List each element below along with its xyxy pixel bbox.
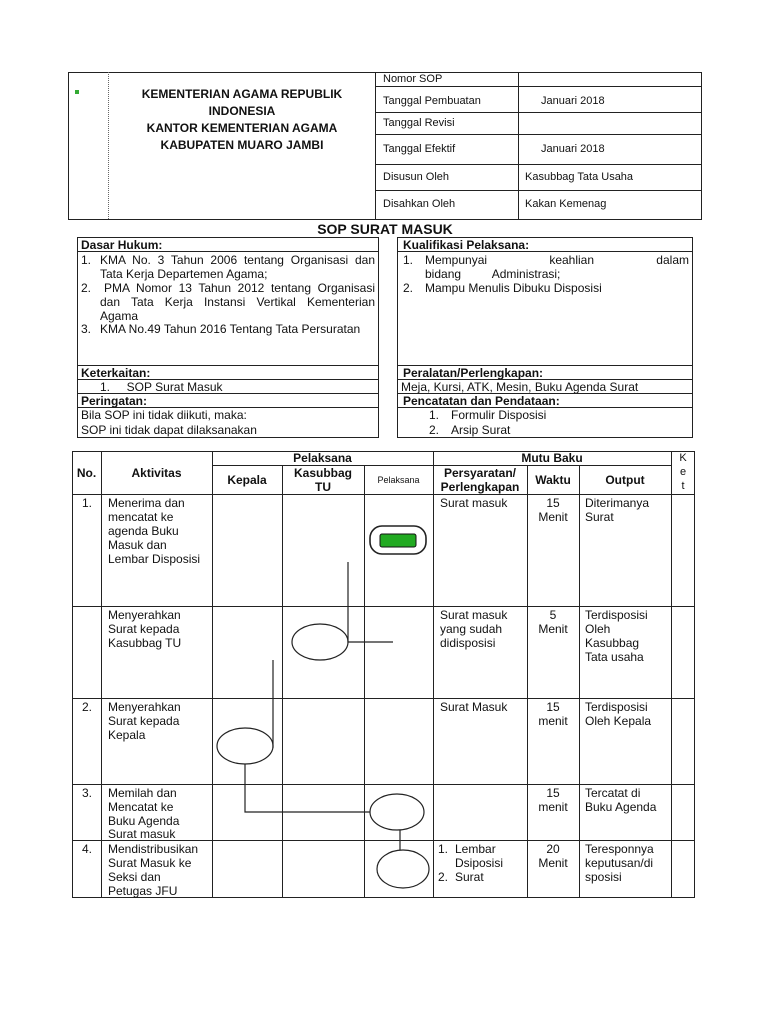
th-pelaksana-small: Pelaksana xyxy=(377,475,420,485)
row3-aktivitas-3: Buku Agenda xyxy=(108,814,180,828)
org-line-1: KEMENTERIAN AGAMA REPUBLIK xyxy=(141,87,343,101)
dasar-hukum-item-2: PMA Nomor 13 Tahun 2012 tentang Organisasi dan Tata Kerja Instansi Vertikal Kementerian Agama xyxy=(100,281,375,323)
row1-no: 1. xyxy=(82,496,93,510)
peringatan-line-2: SOP ini tidak dapat dilaksanakan xyxy=(81,423,257,437)
th-waktu: Waktu xyxy=(535,473,571,487)
th-kasubbag: Kasubbag xyxy=(293,466,352,480)
row4-persyaratan-num-3: 2. xyxy=(438,870,449,884)
row3-aktivitas-1: Memilah dan xyxy=(108,786,177,800)
row2-output-2: Oleh Kepala xyxy=(585,714,652,728)
dasar-hukum-num-1: 1. xyxy=(81,253,92,267)
row1-aktivitas-2: mencatat ke xyxy=(108,510,174,524)
peralatan-text: Meja, Kursi, ATK, Mesin, Buku Agenda Surat xyxy=(401,380,639,394)
row4-aktivitas-3: Seksi dan xyxy=(108,870,161,884)
dasar-hukum-item-1: KMA No. 3 Tahun 2006 tentang Organisasi dan Tata Kerja Departemen Agama; xyxy=(100,253,375,281)
row1-aktivitas-1: Menerima dan xyxy=(108,496,185,510)
info-label-disusun-oleh: Disusun Oleh xyxy=(383,171,450,183)
keterkaitan-heading: Keterkaitan: xyxy=(81,366,151,380)
flow-node-kasubbag-1 xyxy=(292,624,348,660)
kualifikasi-item-1: Mempunyai keahlian dalam bidang Administrasi; xyxy=(425,253,689,281)
th-pelaksana: Pelaksana xyxy=(293,451,352,465)
th-mutu-baku: Mutu Baku xyxy=(521,451,583,465)
flow-node-pelaksana-2 xyxy=(377,850,429,888)
pencatatan-item-1: Formulir Disposisi xyxy=(451,408,547,422)
row2-aktivitas-1: Menyerahkan xyxy=(108,700,181,714)
th-perlengkapan: Perlengkapan xyxy=(440,480,520,494)
row1-waktu-2: Menit xyxy=(538,510,568,524)
pencatatan-num-1: 1. xyxy=(429,408,440,422)
th-no: No. xyxy=(76,466,97,480)
row1b-aktivitas-1: Menyerahkan xyxy=(108,608,181,622)
th-aktivitas: Aktivitas xyxy=(131,466,182,480)
info-value-disahkan-oleh: Kakan Kemenag xyxy=(525,198,607,210)
row1-persyaratan-1: Surat masuk xyxy=(440,496,508,510)
row4-output-3: sposisi xyxy=(585,870,622,884)
kualifikasi-num-1: 1. xyxy=(403,253,414,267)
row1-aktivitas-5: Lembar Disposisi xyxy=(108,552,201,566)
row1b-persyaratan-3: didisposisi xyxy=(440,636,496,650)
org-line-2: INDONESIA xyxy=(208,104,276,118)
row1b-aktivitas-2: Surat kepada xyxy=(108,622,180,636)
kualifikasi-heading: Kualifikasi Pelaksana: xyxy=(403,238,530,252)
row1b-output-3: Kasubbag xyxy=(585,636,640,650)
pencatatan-heading: Pencatatan dan Pendataan: xyxy=(403,394,560,408)
flow-node-pelaksana-1 xyxy=(370,794,424,830)
org-line-3: KANTOR KEMENTERIAN AGAMA xyxy=(146,121,338,135)
peringatan-heading: Peringatan: xyxy=(81,394,148,408)
info-value-disusun-oleh: Kasubbag Tata Usaha xyxy=(525,171,634,183)
flow-line-3 xyxy=(245,764,370,812)
th-output: Output xyxy=(605,473,645,487)
row4-persyaratan-2: Dsiposisi xyxy=(455,856,504,870)
row1b-output-2: Oleh xyxy=(585,622,611,636)
peringatan-line-1: Bila SOP ini tidak diikuti, maka: xyxy=(81,408,247,422)
info-label-tanggal-pembuatan: Tanggal Pembuatan xyxy=(383,95,481,107)
flow-start-fill xyxy=(380,534,416,547)
row3-output-1: Tercatat di xyxy=(585,786,641,800)
flow-node-kepala xyxy=(217,728,273,764)
dasar-hukum-heading: Dasar Hukum: xyxy=(81,238,163,252)
row1b-waktu-1: 5 xyxy=(549,608,557,622)
row1b-persyaratan-1: Surat masuk xyxy=(440,608,508,622)
info-value-tanggal-efektif: Januari 2018 xyxy=(541,143,605,155)
row1b-waktu-2: Menit xyxy=(538,622,568,636)
info-label-nomor-sop: Nomor SOP xyxy=(383,74,443,84)
th-kepala: Kepala xyxy=(227,473,267,487)
keterkaitan-item: 1. SOP Surat Masuk xyxy=(100,380,223,394)
row4-output-1: Teresponnya xyxy=(585,842,654,856)
th-ket-t: t xyxy=(681,480,685,492)
info-label-tanggal-revisi: Tanggal Revisi xyxy=(383,117,455,129)
row3-aktivitas-2: Mencatat ke xyxy=(108,800,174,814)
row1b-output-1: Terdisposisi xyxy=(585,608,648,622)
page-title: SOP SURAT MASUK xyxy=(317,221,453,237)
row2-waktu-2: menit xyxy=(538,714,568,728)
kualifikasi-item-2: Mampu Menulis Dibuku Disposisi xyxy=(425,281,602,295)
row4-aktivitas-4: Petugas JFU xyxy=(108,884,178,898)
pencatatan-item-2: Arsip Surat xyxy=(451,423,511,437)
kualifikasi-num-2: 2. xyxy=(403,281,414,295)
th-ket-k: K xyxy=(679,452,687,464)
th-persyaratan: Persyaratan/ xyxy=(443,466,517,480)
th-ket-e: e xyxy=(679,466,687,478)
row1-aktivitas-4: Masuk dan xyxy=(108,538,167,552)
row1b-aktivitas-3: Kasubbag TU xyxy=(108,636,182,650)
row2-output-1: Terdisposisi xyxy=(585,700,648,714)
row4-aktivitas-1: Mendistribusikan xyxy=(108,842,199,856)
row4-persyaratan-num-1: 1. xyxy=(438,842,449,856)
row3-waktu-1: 15 xyxy=(546,786,560,800)
row1-waktu-1: 15 xyxy=(546,496,560,510)
row1b-persyaratan-2: yang sudah xyxy=(440,622,503,636)
info-label-disahkan-oleh: Disahkan Oleh xyxy=(383,198,456,210)
org-line-4: KABUPATEN MUARO JAMBI xyxy=(160,138,324,152)
row1-output-1: Diterimanya xyxy=(585,496,650,510)
th-kasubbag-tu: TU xyxy=(315,480,331,494)
row4-persyaratan-3: Surat xyxy=(455,870,484,884)
info-value-tanggal-pembuatan: Januari 2018 xyxy=(541,95,605,107)
peralatan-heading: Peralatan/Perlengkapan: xyxy=(403,366,544,380)
row2-waktu-1: 15 xyxy=(546,700,560,714)
row3-waktu-2: menit xyxy=(538,800,568,814)
info-label-tanggal-efektif: Tanggal Efektif xyxy=(383,143,456,155)
row4-waktu-2: Menit xyxy=(538,856,568,870)
row2-persyaratan-1: Surat Masuk xyxy=(440,700,508,714)
dasar-hukum-num-3: 3. xyxy=(81,322,92,336)
row2-aktivitas-3: Kepala xyxy=(108,728,146,742)
dasar-hukum-num-2: 2. xyxy=(81,281,92,295)
row1b-output-4: Tata usaha xyxy=(585,650,644,664)
row2-no: 2. xyxy=(82,700,93,714)
pencatatan-num-2: 2. xyxy=(429,423,440,437)
row2-aktivitas-2: Surat kepada xyxy=(108,714,180,728)
row3-no: 3. xyxy=(82,786,93,800)
row4-aktivitas-2: Surat Masuk ke xyxy=(108,856,192,870)
row1-output-2: Surat xyxy=(585,510,614,524)
row4-output-2: keputusan/di xyxy=(585,856,654,870)
row4-waktu-1: 20 xyxy=(546,842,560,856)
row3-aktivitas-4: Surat masuk xyxy=(108,827,176,841)
row4-persyaratan-1: Lembar xyxy=(455,842,496,856)
dasar-hukum-item-3: KMA No.49 Tahun 2016 Tentang Tata Persuratan xyxy=(100,322,361,336)
row4-no: 4. xyxy=(82,842,93,856)
row1-aktivitas-3: agenda Buku xyxy=(108,524,179,538)
flow-line-1 xyxy=(348,562,393,642)
row3-output-2: Buku Agenda xyxy=(585,800,657,814)
